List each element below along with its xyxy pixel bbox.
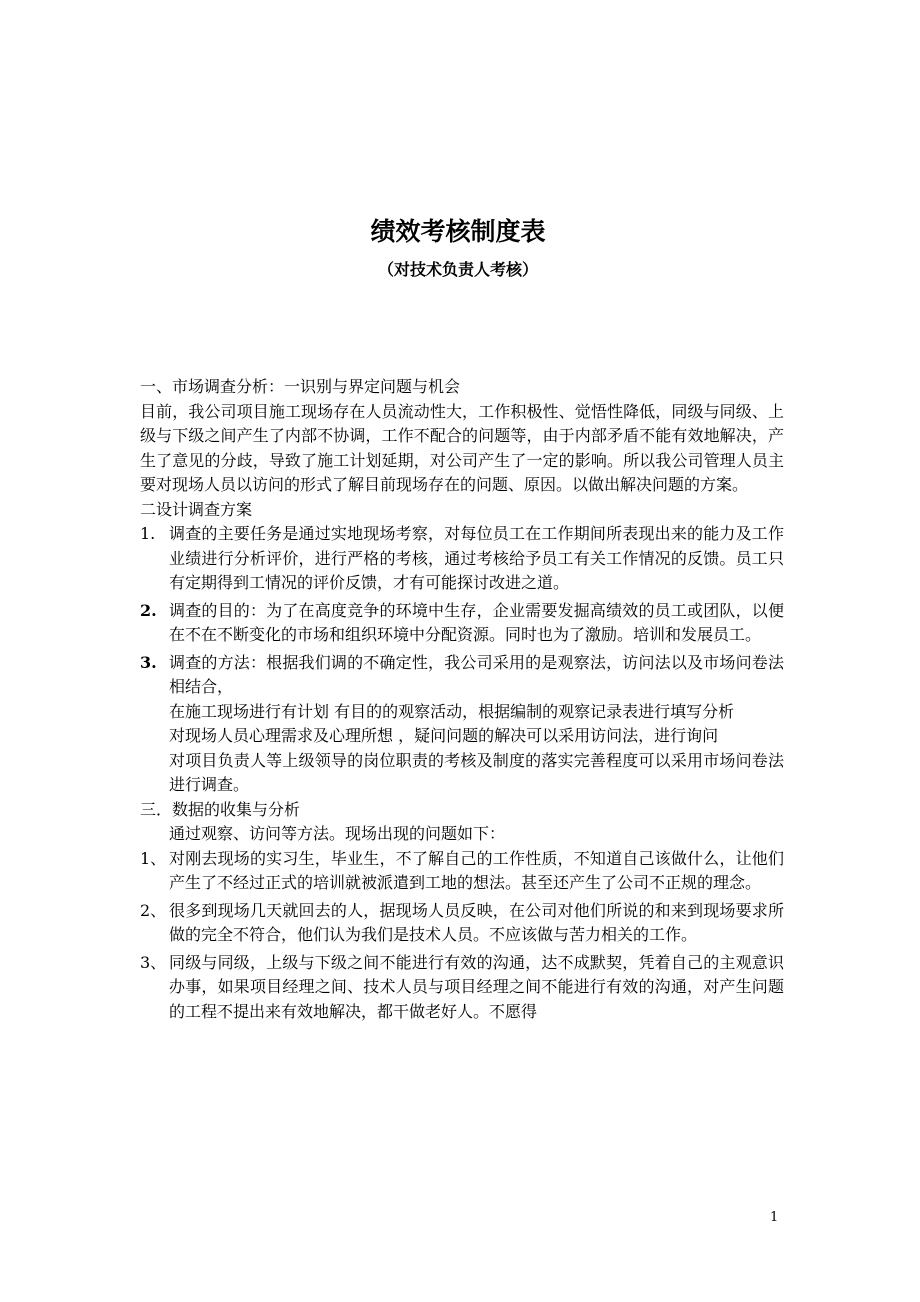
list-item-text: 调查的目的：为了在高度竞争的环境中生存，企业需要发掘高绩效的员工或团队，以便在不在不断变化的市场和组织环境中分配资源。同时也为了激励。培训和发展员工。 — [169, 600, 784, 644]
list-item — [140, 599, 784, 648]
list-item-number: 3、 — [140, 952, 167, 972]
list-item-number: 3. — [140, 652, 157, 672]
document-subtitle: （对技术负责人考核） — [377, 260, 538, 279]
document-body — [140, 375, 784, 1024]
section-heading-3: 三．数据的收集与分析 — [140, 799, 301, 819]
list-item-continuation: 对项目负责人等上级领导的岗位职责的考核及制度的落实完善程度可以采用市场问卷法进行调查。 — [169, 750, 784, 794]
list-item-number: 2、 — [140, 900, 167, 920]
section-heading-1: 一、市场调查分析：一识别与界定问题与机会 — [140, 377, 461, 396]
list-item — [140, 847, 784, 896]
list-item — [140, 899, 784, 948]
list-item-continuation: 对现场人员心理需求及心理所想 ，疑问问题的解决可以采用访问法，进行询问 — [169, 726, 719, 745]
section-paragraph-1: 目前，我公司项目施工现场存在人员流动性大，工作积极性、觉悟性降低，同级与同级、上级与下级之间产生了内部不协调，工作不配合的问题等，由于内部矛盾不能有效地解决，产生了意见的分歧，导致了施工计划延期，对公司产生了一定的影响。所以我公司管理人员主要对现场人员以访问的形式了解目前现场存在的问题、原因。以做出解决问题的方案。 — [140, 401, 784, 494]
list-item-text: 调查的主要任务是通过实地现场考察，对每位员工在工作期间所表现出来的能力及工作业绩进行分析评价，进行严格的考核，通过考核给予员工有关工作情况的反馈。员工只有定期得到工情况的评价反馈，才有可能探讨改进之道。 — [169, 524, 784, 592]
list-item-text: 对刚去现场的实习生，毕业生，不了解自己的工作性质，不知道自己该做什么，让他们产生了不经过正式的培训就被派遣到工地的想法。甚至还产生了公司不正规的理念。 — [169, 848, 784, 892]
list-item-number: 2. — [140, 600, 157, 620]
section-intro-3: 通过观察、访问等方法。现场出现的问题如下： — [169, 824, 506, 843]
list-item — [140, 951, 784, 1025]
list-item-text: 很多到现场几天就回去的人，据现场人员反映，在公司对他们所说的和来到现场要求所做的完全不符合，他们认为我们是技术人员。不应该做与苦力相关的工作。 — [169, 900, 784, 944]
list-item — [140, 522, 784, 596]
list-item-continuation: 在施工现场进行有计划 有目的的观察活动，根据编制的观察记录表进行填写分析 — [169, 701, 735, 721]
list-item-text: 同级与同级，上级与下级之间不能进行有效的沟通，达不成默契，凭着自己的主观意识办事，如果项目经理之间、技术人员与项目经理之间不能进行有效的沟通，对产生问题的工程不提出来有效地解决，都干做老好人。不愿得 — [169, 952, 784, 1021]
list-item-number: 1. — [140, 524, 156, 543]
page-number: 1 — [770, 1210, 779, 1225]
list-item-text: 调查的方法：根据我们调的不确定性，我公司采用的是观察法，访问法以及市场问卷法相结合， — [169, 652, 784, 696]
section-heading-2: 二设计调查方案 — [140, 499, 253, 519]
list-item-number: 1、 — [140, 848, 167, 868]
list-item — [140, 651, 784, 700]
document-title: 绩效考核制度表 — [370, 217, 546, 246]
